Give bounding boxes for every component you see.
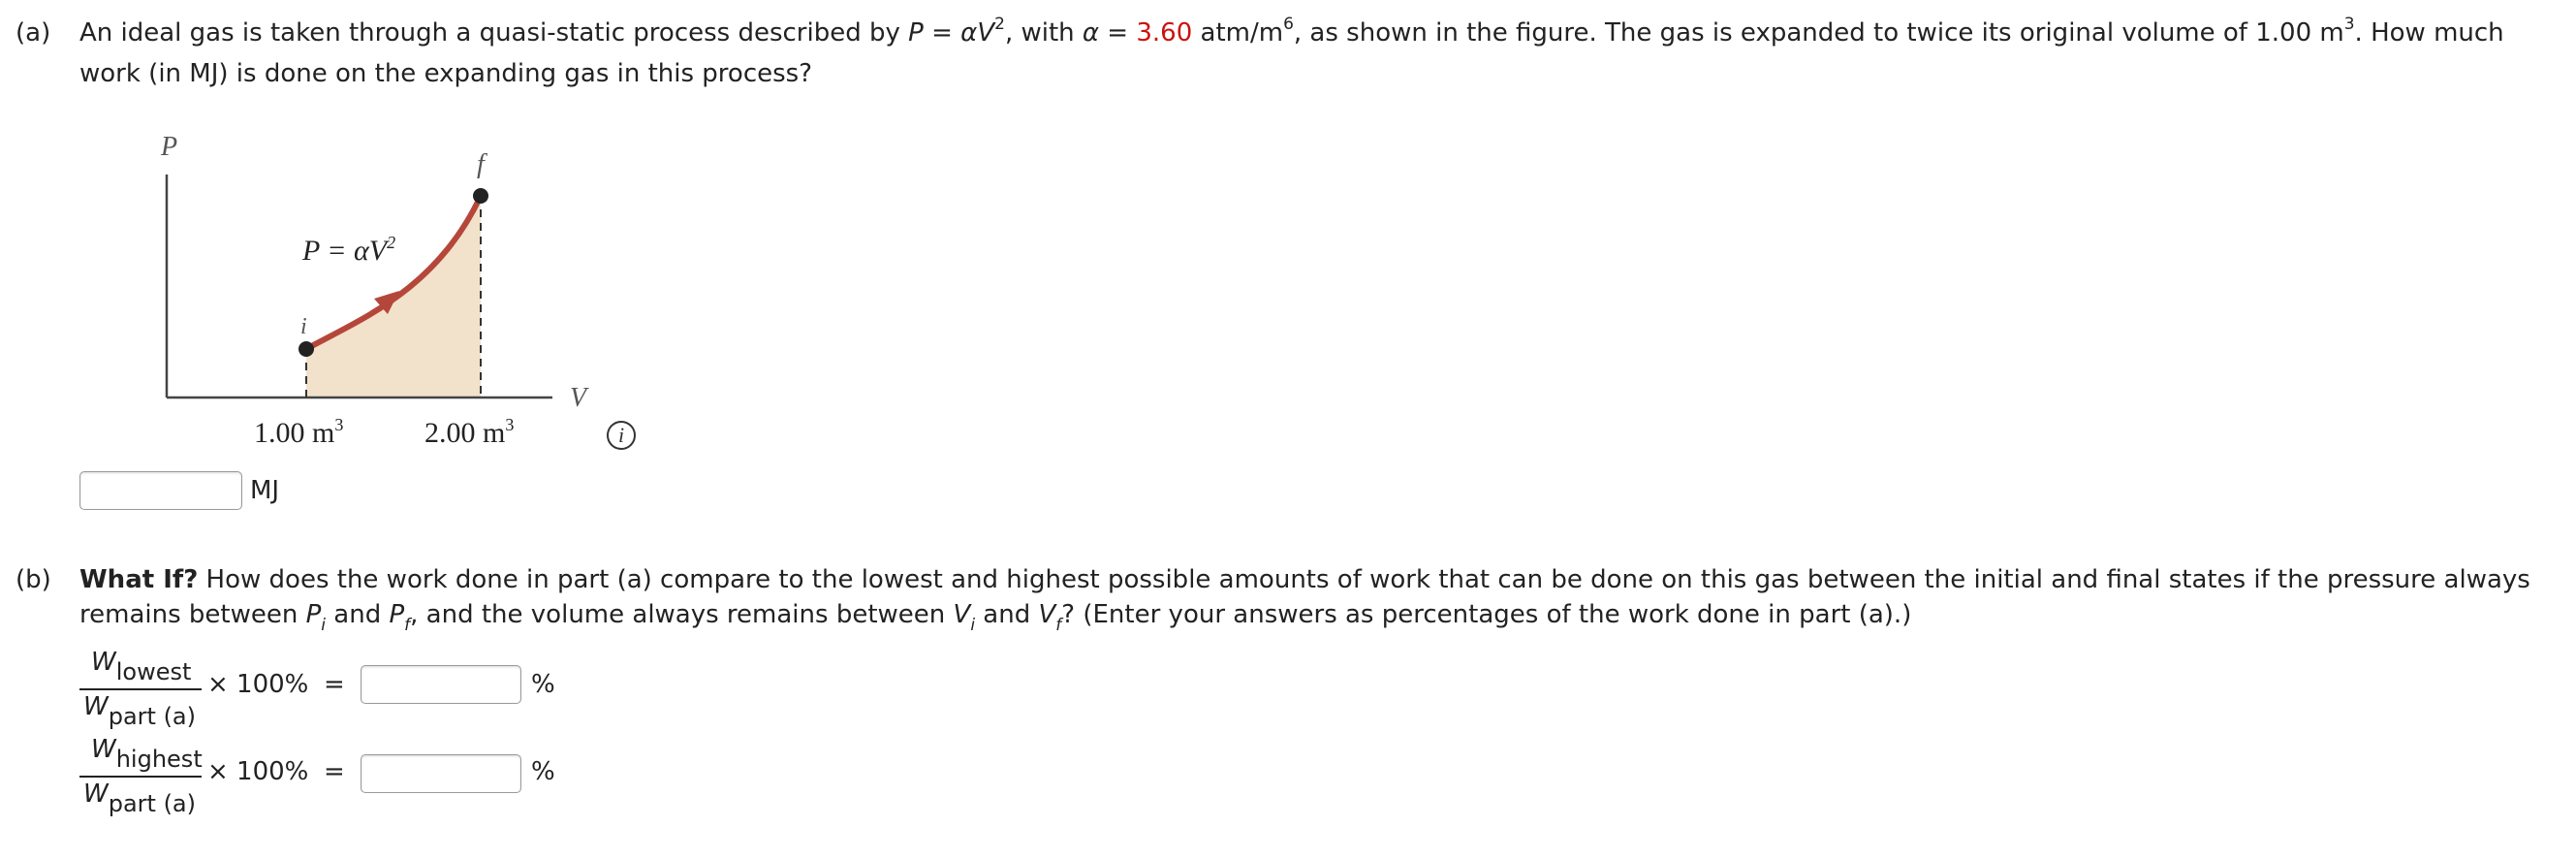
- question-text: and: [326, 600, 390, 629]
- math-symbol: P: [305, 600, 322, 629]
- alpha-value: 3.60: [1136, 18, 1193, 48]
- question-text: How does the work done in part (a) compare to the lowest and highest possible amounts of work that can be done on this gas between the initial and final states if the pressure always: [198, 565, 2530, 594]
- part-a-question-line2: work (in MJ) is done on the expanding gas in this process?: [79, 59, 813, 88]
- math-subscript: i: [321, 616, 327, 635]
- part-a-label: (a): [16, 18, 51, 48]
- ratio-highest-denominator: [83, 779, 196, 817]
- part-a-question-line1: [79, 16, 2504, 50]
- lowest-percent-input[interactable]: [361, 665, 521, 704]
- percent-unit: %: [531, 757, 555, 786]
- math-symbol: α: [960, 18, 978, 48]
- point-label-i: i: [300, 314, 307, 339]
- tick-label-2: 2.00 $m^3$: [424, 415, 515, 449]
- math-subscript: lowest: [115, 658, 192, 685]
- question-text: , and the volume always remains between: [410, 600, 954, 629]
- question-text: . How much: [2354, 18, 2504, 48]
- answer-unit-mj: MJ: [250, 476, 280, 505]
- math-exponent: 2: [994, 15, 1005, 34]
- axis-label-p: P: [161, 132, 178, 162]
- point-label-f: f: [477, 149, 485, 179]
- math-symbol: α: [1082, 18, 1100, 48]
- times-100-percent: × 100%: [207, 670, 309, 699]
- math-operator: =: [1099, 18, 1137, 48]
- math-symbol: W: [83, 779, 109, 809]
- equals-sign: =: [324, 757, 345, 786]
- highest-percent-input[interactable]: [361, 754, 521, 793]
- question-text: An ideal gas is taken through a quasi-static process described by: [79, 18, 909, 48]
- question-text: , with: [1004, 18, 1083, 48]
- curve-equation: $P = \alpha V^2$: [302, 233, 396, 267]
- question-text: ? (Enter your answers as percentages of the work done in part (a).): [1061, 600, 1912, 629]
- math-symbol: V: [953, 600, 971, 629]
- fraction-bar: [79, 776, 202, 778]
- math-symbol: W: [91, 735, 116, 764]
- unit-text: atm/m: [1192, 18, 1284, 48]
- ratio-lowest-denominator: [83, 692, 196, 730]
- math-symbol: W: [83, 692, 109, 721]
- math-subscript: part (a): [108, 790, 196, 817]
- percent-unit: %: [531, 670, 555, 699]
- fraction-bar: [79, 688, 202, 690]
- unit-exponent: 3: [2343, 15, 2355, 34]
- ratio-lowest-numerator: [91, 648, 192, 685]
- what-if-heading: What If?: [79, 565, 199, 594]
- axis-label-v: V: [570, 383, 587, 413]
- math-symbol: V: [977, 18, 995, 48]
- pv-diagram: [145, 126, 649, 465]
- math-subscript: i: [970, 616, 976, 635]
- math-symbol: V: [1038, 600, 1056, 629]
- ratio-highest-numerator: [91, 735, 203, 773]
- info-icon[interactable]: i: [607, 421, 636, 450]
- part-b-label: (b): [16, 565, 51, 594]
- question-text: and: [975, 600, 1039, 629]
- question-text: , as shown in the figure. The gas is expanded to twice its original volume of 1.00 m: [1293, 18, 2344, 48]
- math-subscript: part (a): [108, 703, 196, 730]
- math-operator: =: [923, 18, 961, 48]
- point-f-marker: [473, 188, 488, 204]
- math-subscript: highest: [115, 746, 203, 773]
- part-b-question-line2: [79, 597, 1912, 635]
- point-i-marker: [298, 341, 314, 357]
- math-subscript: f: [404, 616, 411, 635]
- math-symbol: P: [389, 600, 405, 629]
- math-symbol: W: [91, 648, 116, 677]
- equals-sign: =: [324, 670, 345, 699]
- work-answer-input[interactable]: [79, 471, 242, 510]
- unit-exponent: 6: [1283, 15, 1294, 34]
- math-subscript: f: [1055, 616, 1062, 635]
- times-100-percent: × 100%: [207, 757, 309, 786]
- part-b-question-line1: [79, 562, 2530, 597]
- question-text: remains between: [79, 600, 306, 629]
- tick-label-1: 1.00 $m^3$: [254, 415, 344, 449]
- math-symbol: P: [908, 18, 924, 48]
